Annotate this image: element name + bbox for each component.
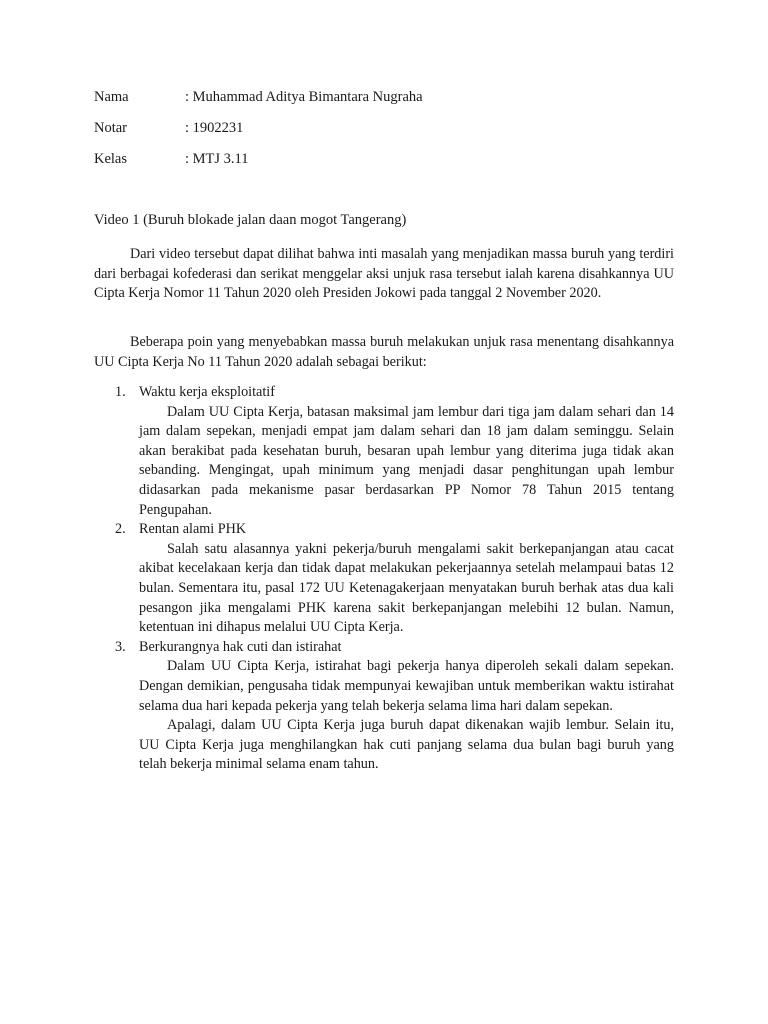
list-item-title: Berkurangnya hak cuti dan istirahat: [139, 638, 342, 655]
list-item-text: Apalagi, dalam UU Cipta Kerja juga buruh dapat dikenakan wajib lembur. Selain itu, UU Cipta Kerja juga menghilangkan hak cuti panjang selama dua bulan bagi buruh yang telah bekerja minimal selama enam tahun.: [139, 717, 674, 773]
list-item-text: Salah satu alasannya yakni pekerja/buruh mengalami sakit berkepanjangan atau cacat akibat kecelakaan kerja dan tidak dapat melakukan pekerjaannya setelah melampaui batas 12 bulan. Sementara itu, pasal 172 UU Ketenagakerjaan menyatakan buruh berhak atas dua kali pesangon jika mengalami PHK karena sakit berkepanjangan melebihi 12 bulan. Namun, ketentuan ini dihapus melalui UU Cipta Kerja.: [139, 540, 674, 636]
notar-value: : 1902231: [185, 120, 244, 136]
intro-paragraph: Dari video tersebut dapat dilihat bahwa inti masalah yang menjadikan massa buruh yang terdiri dari berbagai kofederasi dan serikat menggelar aksi unjuk rasa tersebut ialah karena disahkannya UU Cipta Kerja Nomor 11 Tahun 2020 oleh Presiden Jokowi pada tanggal 2 November 2020.: [94, 246, 674, 302]
list-item: [94, 520, 674, 638]
name-label: Nama: [94, 89, 129, 105]
name-value: : Muhammad Aditya Bimantara Nugraha: [185, 89, 423, 105]
list-item-number: 3.: [115, 638, 126, 655]
list-item: [94, 383, 674, 520]
points-intro-paragraph: Beberapa poin yang menyebabkan massa buruh melakukan unjuk rasa menentang disahkannya UU Cipta Kerja No 11 Tahun 2020 adalah sebagai berikut:: [94, 334, 674, 370]
notar-label: Notar: [94, 120, 128, 136]
kelas-value: : MTJ 3.11: [185, 151, 249, 167]
list-item: [94, 638, 674, 775]
list-item-text: Dalam UU Cipta Kerja, istirahat bagi pekerja hanya diperoleh sekali dalam sepekan. Dengan demikian, pengusaha tidak mempunyai kewajiban untuk memberikan waktu istirahat selama dua hari kepada pekerja yang telah bekerja selama lima hari dalam sepekan.: [139, 658, 674, 714]
section-title: Video 1 (Buruh blokade jalan daan mogot Tangerang): [94, 212, 407, 228]
list-item-title: Rentan alami PHK: [139, 521, 247, 538]
list-item-text: Dalam UU Cipta Kerja, batasan maksimal jam lembur dari tiga jam dalam sehari dan 14 jam dalam sepekan, menjadi empat jam dalam sehari dan 18 jam dalam seminggu. Selain akan berakibat pada kesehatan buruh, besaran upah lembur yang diterima juga tidak akan sebanding. Mengingat, upah minimum yang menjadi dasar penghitungan upah lembur didasarkan pada mekanisme pasar berdasarkan PP Nomor 78 Tahun 2015 tentang Pengupahan.: [139, 403, 674, 518]
list-item-number: 1.: [115, 384, 126, 400]
points-list: [94, 383, 674, 775]
list-item-title: Waktu kerja eksploitatif: [139, 384, 275, 400]
kelas-label: Kelas: [94, 151, 128, 167]
list-item-number: 2.: [115, 521, 126, 538]
